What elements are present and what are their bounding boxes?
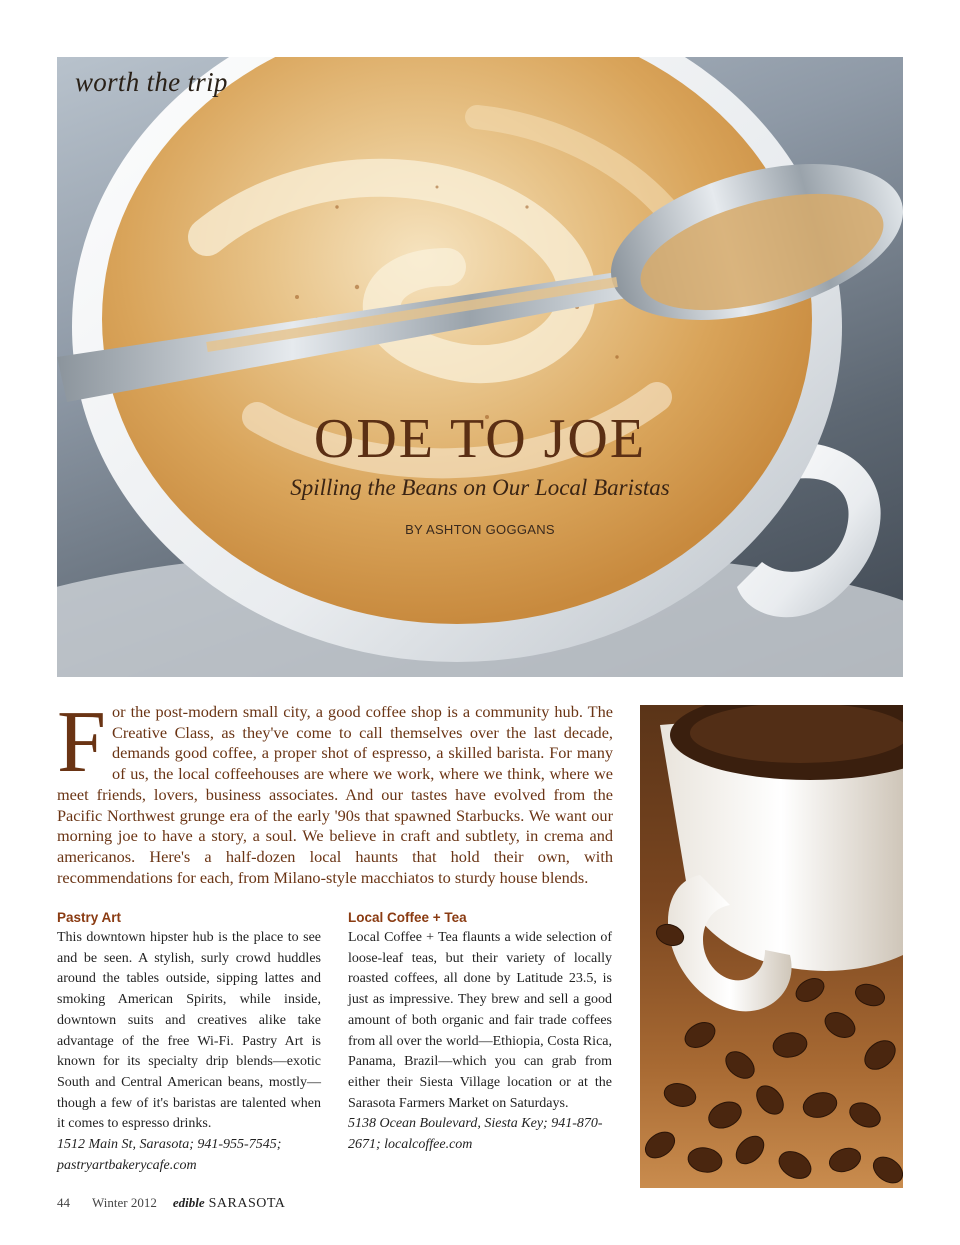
magazine-brand-caps: SARASOTA	[208, 1196, 286, 1211]
entry-heading: Local Coffee + Tea	[348, 910, 467, 925]
entry-pastry-art	[57, 910, 321, 1176]
cappuccino-illustration	[57, 57, 903, 677]
section-kicker: worth the trip	[75, 67, 228, 97]
article-byline: BY ASHTON GOGGANS	[405, 522, 555, 537]
page-footer	[57, 1195, 285, 1212]
intro-text: or the post-modern small city, a good coffee shop is a community hub. The Creative Class, as they've come to call themselves over the last decade, demands good coffee, a proper shot of espresso, a skilled barista. For many of us, the local coffeehouses are where we work, where we think, where we meet friends, lovers, business associates. And our tastes have evolved from the Pacific Northwest grunge era of the early '90s that spawned Starbucks. We want our morning joe to have a story, a soul. We believe in craft and subtlety, in crema and americanos. Here's a half-dozen local haunts that hold their own, with recommendations for each, from Milano-style macchiatos to sturdy house blends.	[57, 702, 613, 887]
entry-body: This downtown hipster hub is the place to see and be seen. A stylish, surly crowd huddles around the tables outside, sipping lattes and smoking American Spirits, while inside, downtown suits and creatives alike take advantage of the free Wi-Fi. Pastry Art is known for its specialty drip blends—exotic South and Central American beans, mostly—though a few of it's baristas are talented when it comes to espresso drinks.	[57, 930, 321, 1132]
issue-date: Winter 2012	[92, 1195, 157, 1210]
espresso-cup-illustration	[640, 705, 903, 1188]
drop-cap: F	[57, 694, 106, 791]
intro-paragraph	[57, 694, 613, 888]
hero-photo	[57, 57, 903, 677]
magazine-brand-italic: edible	[172, 1195, 205, 1210]
page-number: 44	[57, 1195, 70, 1210]
entry-body: Local Coffee + Tea flaunts a wide selection of loose-leaf teas, but their variety of locally roasted coffees, all done by Latitude 23.5, is just as impressive. They brew and sell a good amount of both organic and fair trade coffees from all over the world—Ethiopia, Costa Rica, Panama, Brazil—which you can grab from either their Siesta Village location or at the Sarasota Farmers Market on Saturdays.	[348, 930, 612, 1111]
article-title: ODE TO JOE	[313, 408, 647, 470]
entry-local-coffee-tea	[348, 910, 612, 1156]
entry-heading: Pastry Art	[57, 910, 122, 925]
coffee-beans-photo	[640, 705, 903, 1188]
entry-address: 5138 Ocean Boulevard, Siesta Key; 941-870-2671; localcoffee.com	[348, 1116, 603, 1153]
article-subtitle: Spilling the Beans on Our Local Baristas	[290, 475, 670, 500]
entry-address: 1512 Main St, Sarasota; 941-955-7545; pastryartbakerycafe.com	[57, 1137, 282, 1173]
